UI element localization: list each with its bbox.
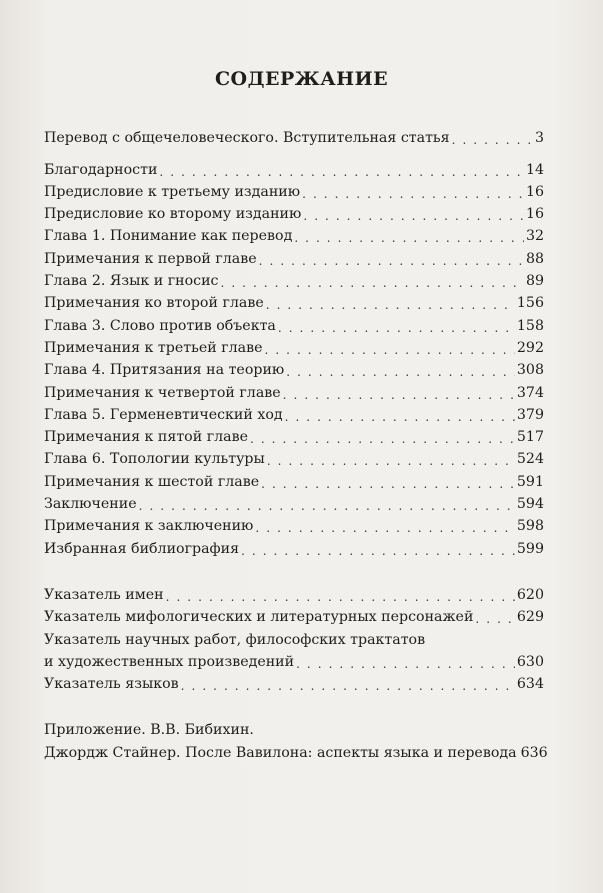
toc-entry-page-number: 292 <box>516 339 544 356</box>
toc-entry <box>44 740 548 762</box>
toc-entry-title: Указатель научных работ, философских трактатов <box>44 631 426 648</box>
dot-leader <box>250 431 515 447</box>
dot-leader <box>259 253 524 269</box>
dot-leader <box>286 364 515 380</box>
toc-entry <box>44 246 544 268</box>
toc-entry <box>44 447 544 469</box>
toc-entry-title: Глава 5. Герменевтический ход <box>44 406 283 423</box>
toc-entry-page-number: 594 <box>516 496 544 513</box>
dot-leader <box>261 476 515 492</box>
toc-entry <box>44 380 544 402</box>
toc-entry-title: Указатель мифологических и литературных персонажей <box>44 609 474 626</box>
toc-entry-page-number: 88 <box>525 250 544 267</box>
toc-entry-title: Джордж Стайнер. После Вавилона: аспекты языка и перевода <box>44 744 517 761</box>
toc-entry-title: Глава 6. Топологии культуры <box>44 451 265 468</box>
toc-entry-title: Глава 3. Слово против объекта <box>44 317 276 334</box>
toc-entry-page-number: 636 <box>520 744 548 761</box>
toc-entry-title: Примечания к пятой главе <box>44 429 248 446</box>
toc-entry <box>44 718 544 740</box>
dot-leader <box>302 186 524 202</box>
toc-entry-title: Примечания к первой главе <box>44 250 257 267</box>
toc-entry <box>44 650 544 672</box>
toc-entry-title: Примечания к третьей главе <box>44 339 263 356</box>
toc-entry <box>44 536 544 558</box>
toc-entry <box>44 126 544 148</box>
dot-leader <box>278 320 515 336</box>
dot-leader <box>266 297 515 313</box>
toc-entry-title: Благодарности <box>44 161 158 178</box>
toc-entry-title: Примечания к заключению <box>44 518 254 535</box>
toc-entry-page-number: 16 <box>525 183 544 200</box>
toc-entry <box>44 313 544 335</box>
toc-entry-page-number: 14 <box>525 161 544 178</box>
toc-entry <box>44 583 544 605</box>
toc-entry <box>44 627 544 649</box>
toc-entry-title: Избранная библиография <box>44 540 240 557</box>
dot-leader <box>264 342 514 358</box>
dot-leader <box>159 164 524 180</box>
toc-entry-page-number: 634 <box>516 676 544 693</box>
toc-entry-page-number: 32 <box>525 228 544 245</box>
toc-entry <box>44 180 544 202</box>
toc-entry-page-number: 629 <box>516 609 544 626</box>
toc-entry-page-number: 156 <box>516 295 544 312</box>
toc-entry-title: Предисловие к третьему изданию <box>44 183 301 200</box>
toc-entry-page-number: 308 <box>516 362 544 379</box>
toc-entry-page-number: 379 <box>516 406 544 423</box>
toc-entry-page-number: 599 <box>516 540 544 557</box>
toc-entry-title: Приложение. В.В. Бибихин. <box>44 722 254 739</box>
toc-entry-page-number: 517 <box>516 429 544 446</box>
dot-leader <box>255 520 515 536</box>
toc-entry-title: Заключение <box>44 496 137 513</box>
toc-entry <box>44 269 544 291</box>
dot-leader <box>283 387 515 403</box>
toc-entry-title: Указатель имен <box>44 586 164 603</box>
toc-entry-title: и художественных произведений <box>44 653 295 670</box>
dot-leader <box>285 409 515 425</box>
toc-entry-title: Примечания ко второй главе <box>44 295 264 312</box>
toc-entry-page-number: 89 <box>525 273 544 290</box>
toc-entry-title: Указатель языков <box>44 676 179 693</box>
toc-entry <box>44 202 544 224</box>
toc-entry-title: Примечания к шестой главе <box>44 473 260 490</box>
toc-entry-title: Перевод с общечеловеческого. Вступительная статья <box>44 130 450 147</box>
toc-entry <box>44 672 544 694</box>
toc-entry-page-number: 524 <box>516 451 544 468</box>
toc-entry <box>44 291 544 313</box>
dot-leader <box>139 498 515 514</box>
dot-leader <box>220 275 523 291</box>
dot-leader <box>181 678 515 694</box>
dot-leader <box>294 230 524 246</box>
dot-leader <box>241 543 515 559</box>
toc-entry-title: Примечания к четвертой главе <box>44 384 281 401</box>
toc-entry-page-number: 620 <box>516 586 544 603</box>
toc-entry-title: Глава 4. Притязания на теорию <box>44 362 285 379</box>
toc-entry <box>44 224 544 246</box>
toc-entry <box>44 157 544 179</box>
toc-entry-page-number: 374 <box>516 384 544 401</box>
toc-entry-page-number: 158 <box>516 317 544 334</box>
toc-entry <box>44 514 544 536</box>
toc-entry <box>44 425 544 447</box>
dot-leader <box>166 589 515 605</box>
toc-entry <box>44 336 544 358</box>
table-of-contents <box>44 126 548 763</box>
toc-entry-title: Предисловие ко второму изданию <box>44 206 302 223</box>
toc-entry <box>44 605 544 627</box>
toc-entry-page-number: 598 <box>516 518 544 535</box>
toc-entry <box>44 469 544 491</box>
dot-leader <box>296 656 515 672</box>
toc-entry-page-number: 16 <box>525 206 544 223</box>
toc-entry-title: Глава 1. Понимание как перевод <box>44 228 293 245</box>
toc-entry-page-number: 630 <box>516 653 544 670</box>
dot-leader <box>452 132 533 148</box>
page-title: СОДЕРЖАНИЕ <box>214 68 389 90</box>
toc-entry-page-number: 3 <box>534 130 544 147</box>
toc-entry <box>44 492 544 514</box>
toc-entry-page-number: 591 <box>516 473 544 490</box>
toc-entry <box>44 403 544 425</box>
dot-leader <box>267 453 515 469</box>
toc-entry-title: Глава 2. Язык и гносис <box>44 273 219 290</box>
dot-leader <box>475 611 515 627</box>
dot-leader <box>303 208 524 224</box>
toc-entry <box>44 358 544 380</box>
